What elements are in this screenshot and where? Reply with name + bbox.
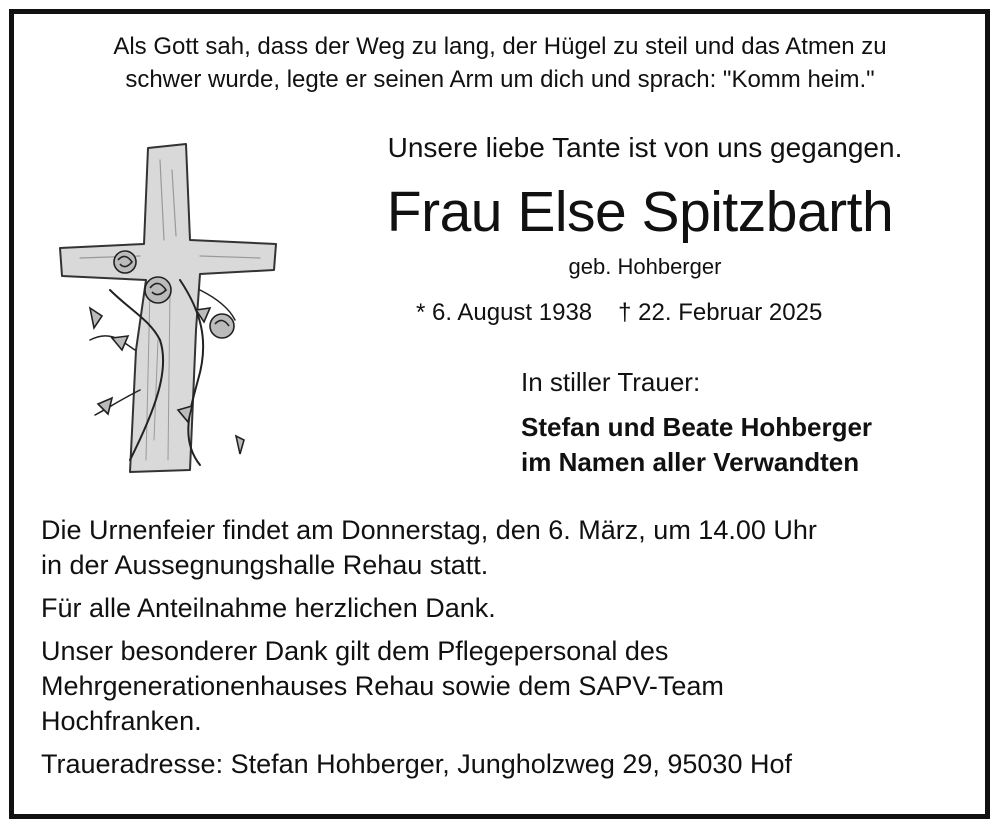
life-dates: [340, 296, 1000, 330]
cross-icon: [50, 140, 280, 475]
deceased-name: Frau Else Spitzbarth: [386, 180, 894, 244]
birth-date: * 6. August 1938: [416, 299, 593, 326]
death-date: † 22. Februar 2025: [618, 299, 823, 326]
mourning-address: [41, 747, 971, 782]
motto-line: schwer wurde, legte er seinen Arm um dich und sprach: "Komm heim.": [125, 66, 875, 93]
mourner-line: im Namen aller Verwandten: [521, 447, 860, 477]
intro-text: Unsere liebe Tante ist von uns gegangen.: [387, 132, 903, 163]
thanks: [41, 591, 971, 626]
birth-name: geb. Hohberger: [568, 254, 722, 279]
text-line: Für alle Anteilnahme herzlichen Dank.: [41, 593, 496, 623]
mourning-label: In stiller Trauer:: [521, 367, 701, 397]
text-line: in der Aussegnungshalle Rehau statt.: [41, 550, 489, 580]
notice-body: [41, 513, 971, 790]
funeral-info: [41, 513, 971, 583]
mourner-line: Stefan und Beate Hohberger: [521, 412, 873, 442]
motto-line: Als Gott sah, dass der Weg zu lang, der Hügel zu steil und das Atmen zu: [113, 33, 887, 60]
special-thanks: [41, 634, 971, 739]
text-line: Die Urnenfeier findet am Donnerstag, den 6. März, um 14.00 Uhr: [41, 515, 817, 545]
text-line: Hochfranken.: [41, 706, 202, 736]
motto: [0, 30, 1000, 96]
text-line: Unser besonderer Dank gilt dem Pflegepersonal des: [41, 636, 669, 666]
mourners: [521, 410, 872, 480]
text-line: Traueradresse: Stefan Hohberger, Jungholzweg 29, 95030 Hof: [41, 749, 792, 779]
text-line: Mehrgenerationenhauses Rehau sowie dem SAPV-Team: [41, 671, 724, 701]
